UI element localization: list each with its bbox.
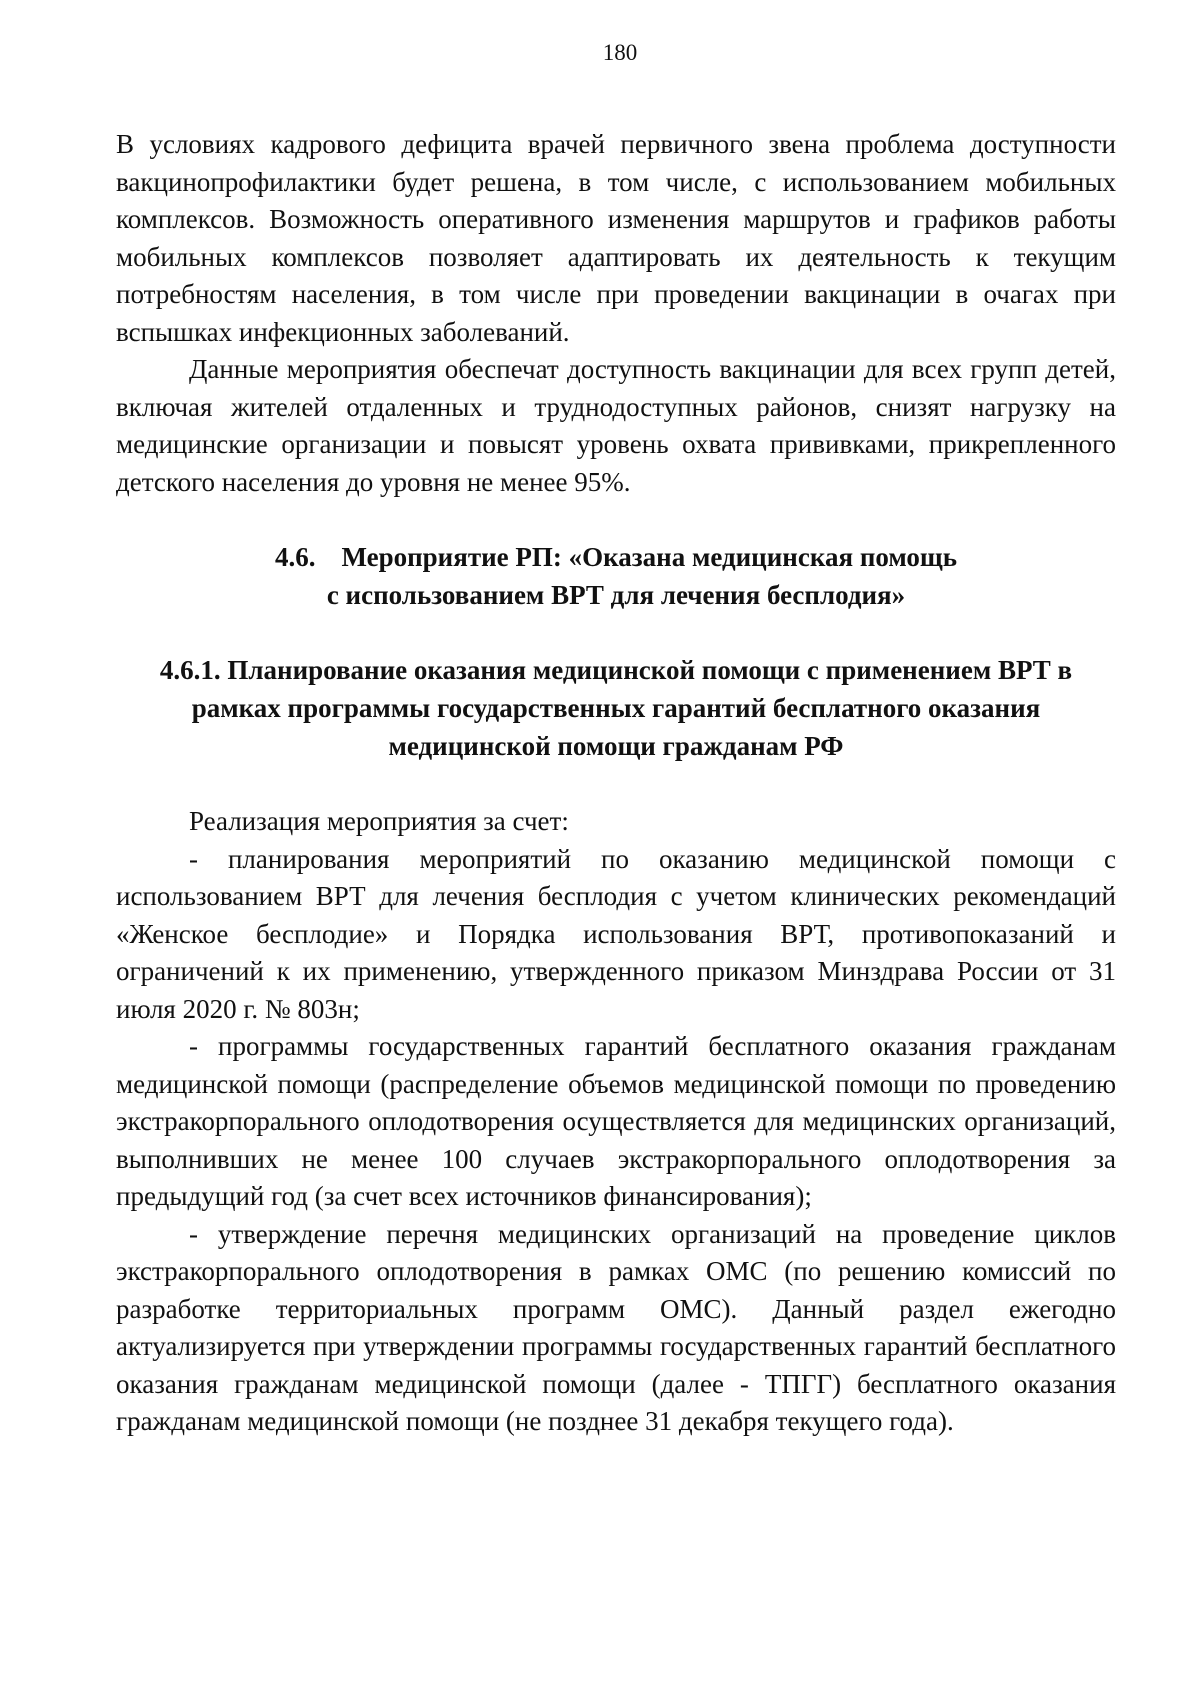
implementation-intro: Реализация мероприятия за счет: (189, 806, 569, 836)
list-item: - программы государственных гарантий бесплатного оказания гражданам медицинской помощи (распределение объемов медицинской помощи по проведению экстракорпорального оплодотворения осуществляется для медицинских организаций, выполнивших не менее 100 случаев экстракорпорального оплодотворения за предыдущий год (за счет всех источников финансирования); (116, 1031, 1116, 1211)
paragraph-vaccination-coverage: Данные мероприятия обеспечат доступность вакцинации для всех групп детей, включая жителей отдаленных и труднодоступных районов, снизят нагрузку на медицинские организации и повысят уровень охвата прививками, прикрепленного детского населения до уровня не менее 95%. (116, 354, 1116, 497)
section-title-line2: с использованием ВРТ для лечения бесплодия» (326, 580, 906, 610)
paragraph-mobile-complexes: В условиях кадрового дефицита врачей первичного звена проблема доступности вакцинопрофилактики будет решена, в том числе, с использованием мобильных комплексов. Возможность оперативного изменения маршрутов и графиков работы мобильных комплексов позволяет адаптировать их деятельность к текущим потребностям населения, в том числе при проведении вакцинации в очагах при вспышках инфекционных заболеваний. (116, 129, 1116, 347)
section-number: 4.6. (274, 542, 316, 572)
document-body (116, 126, 1116, 1441)
list-item: - планирования мероприятий по оказанию медицинской помощи с использованием ВРТ для лечения бесплодия с учетом клинических рекомендаций «Женское бесплодие» и Порядка использования ВРТ, противопоказаний и ограничений к их применению, утвержденного приказом Минздрава России от 31 июля 2020 г. № 803н; (116, 843, 1116, 1024)
section-heading-4-6 (116, 538, 1116, 614)
section-heading-4-6-line1 (116, 538, 1116, 576)
subsection-heading-4-6-1: 4.6.1. Планирование оказания медицинской помощи с применением ВРТ в рамках программы государственных гарантий бесплатного оказания медицинской помощи гражданам РФ (159, 655, 1073, 761)
page-number: 180 (602, 40, 638, 65)
section-title-line1: Мероприятие РП: «Оказана медицинская помощь (341, 542, 957, 572)
list-item: - утверждение перечня медицинских организаций на проведение циклов экстракорпорального оплодотворения в рамках ОМС (по решению комиссий по разработке территориальных программ ОМС). Данный раздел ежегодно актуализируется при утверждении программы государственных гарантий бесплатного оказания гражданам медицинской помощи (далее - ТПГГ) бесплатного оказания гражданам медицинской помощи (не позднее 31 декабря текущего года). (116, 1218, 1116, 1436)
